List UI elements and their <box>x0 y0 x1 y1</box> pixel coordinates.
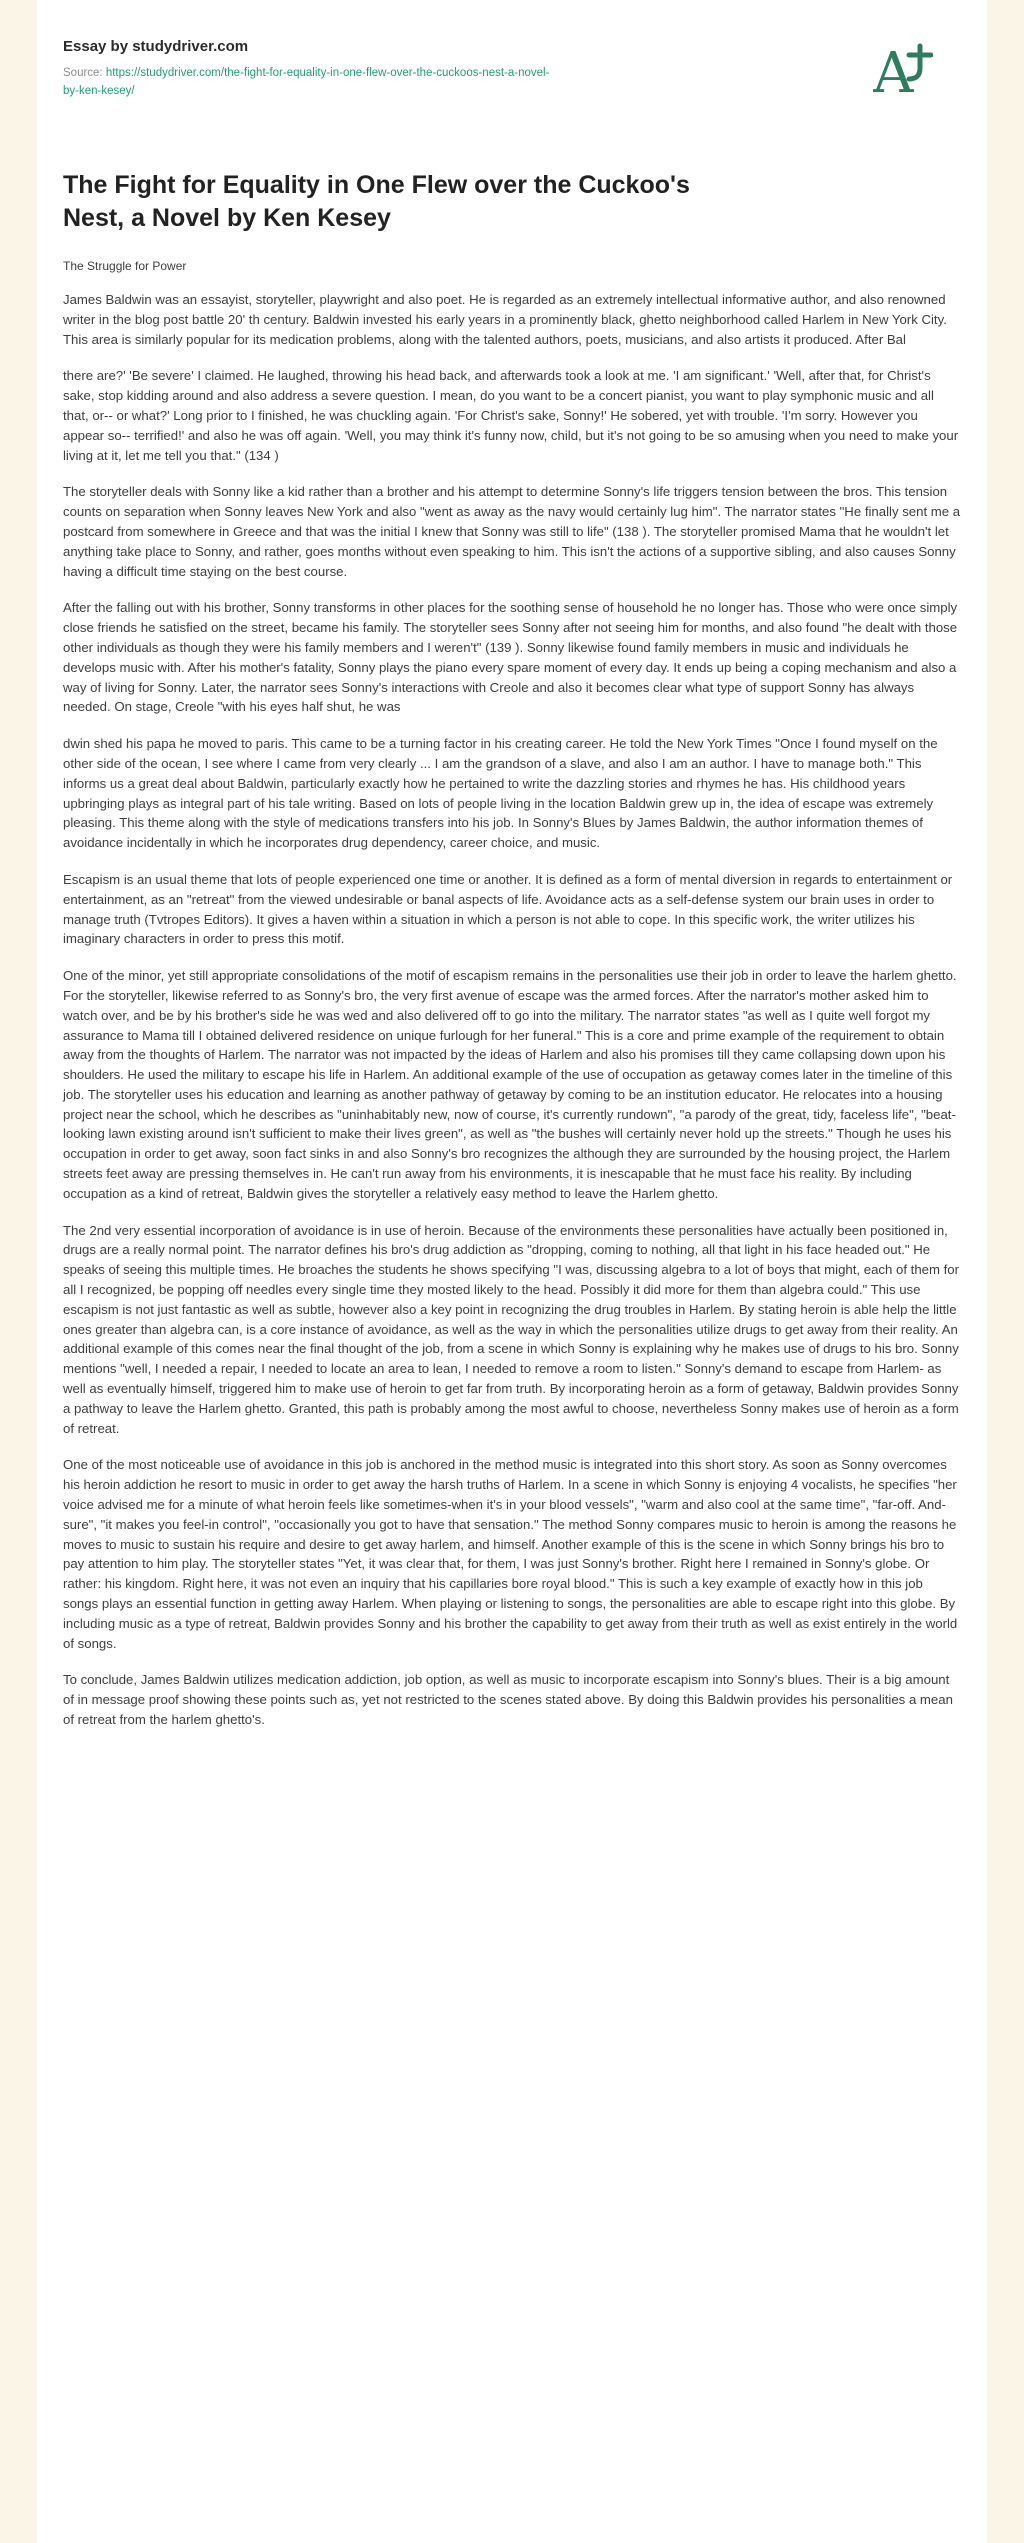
studydriver-a-plus-logo <box>873 40 933 111</box>
essay-paragraph-3: The storyteller deals with Sonny like a kid rather than a brother and his attempt to determine Sonny's life triggers tension between the bros. This tension counts on separation when Sonny leaves New York and also "went as away as the navy would certainly lug him". The narrator states "He finally sent me a postcard from somewhere in Greece and that was the initial I knew that Sonny was still to life" (138 ). The storyteller promised Mama that he wouldn't let anything take place to Sonny, and rather, goes months without even speaking to him. This isn't the actions of a supportive sibling, and also causes Sonny having a difficult time staying on the best course. <box>63 484 961 579</box>
essay-paragraph-10: To conclude, James Baldwin utilizes medication addiction, job option, as well as music to incorporate escapism into Sonny's blues. Their is a big amount of in message proof showing these points such as, yet not restricted to the scenes stated above. By doing this Baldwin provides his personalities a mean of retreat from the harlem ghetto's. <box>63 1672 953 1727</box>
essay-paragraph-6: Escapism is an usual theme that lots of people experienced one time or another. It is defined as a form of mental diversion in regards to entertainment or entertainment, as an "retreat" from the viewed undesirable or banal aspects of life. Avoidance acts as a self-defense system our brain uses in order to manage truth (Tvtropes Editors). It gives a haven within a situation in which a person is not able to cope. In this specific work, the writer utilizes his imaginary characters in order to press this motif. <box>63 871 953 947</box>
essay-paragraph-4: After the falling out with his brother, Sonny transforms in other places for the soothing sense of household he no longer has. Those who were once simply close friends he satisfied on the street, became his family. The storyteller sees Sonny after not seeing him for months, and also found "he dealt with those other individuals as though they were his family members and I weren't" (139 ). Sonny likewise found family members in music and individuals he develops music with. After his mother's fatality, Sonny plays the piano every spare moment of every day. It ends up being a coping mechanism and also a way of living for Sonny. Later, the narrator sees Sonny's interactions with Creole and also it becomes clear what type of support Sonny has always needed. On stage, Creole "with his eyes half shut, he was <box>63 600 958 715</box>
page-header <box>63 38 961 111</box>
essay-card <box>37 0 987 2543</box>
essay-paragraph-5: dwin shed his papa he moved to paris. This came to be a turning factor in his creating career. He told the New York Times "Once I found myself on the other side of the ocean, I see where I came from very clearly ... I am the grandson of a slave, and also I am an author. I have to manage both." This informs us a great deal about Baldwin, particularly exactly how he pertained to write the dazzling stories and rhymes he has. His childhood years upbringing plays as integral part of his tale writing. Based on lots of people living in the location Baldwin grew up in, the idea of escape was extremely pleasing. This theme along with the style of medications transfers into his job. In Sonny's Blues by James Baldwin, the author information themes of avoidance incidentally in which he incorporates drug dependency, career choice, and music. <box>63 736 938 851</box>
essay-paragraph-8: The 2nd very essential incorporation of avoidance is in use of heroin. Because of the environments these personalities have actually been positioned in, drugs are a really normal point. The narrator defines his bro's drug addiction as "dropping, coming to nothing, all that light in his face headed out." He speaks of seeing this multiple times. He broaches the students he shows specifying "I was, discussing algebra to a lot of boys that might, each of them for all I recognized, be popping off needles every single time they mosted likely to the head. Possibly it did more for them than algebra could." This use escapism is not just fantastic as well as subtle, however also a key point in recognizing the drug troubles in Harlem. By stating heroin is able help the little ones greater than algebra can, is a core instance of avoidance, as well as the way in which the personalities utilize drugs to get away from their reality. An additional example of this comes near the final thought of the job, from a scene in which Sonny is explaining why he makes use of drugs to his bro. Sonny mentions "well, I needed a repair, I needed to locate an area to lean, I needed to remove a room to listen." Sonny's demand to escape from Harlem- as well as eventually himself, triggered him to make use of heroin to get far from truth. By incorporating heroin as a form of getaway, Baldwin provides Sonny a pathway to leave the Harlem ghetto. Granted, this path is probably among the most awful to choose, nevertheless Sonny makes use of heroin as a form of retreat. <box>63 1222 960 1436</box>
source-label: Source: <box>63 67 103 79</box>
header-meta <box>63 38 563 101</box>
essay-paragraph-2: there are?' 'Be severe' I claimed. He laughed, throwing his head back, and afterwards took a look at me. 'I am significant.' 'Well, after that, for Christ's sake, stop kidding around and also address a severe question. I mean, do you want to be a concert pianist, you want to play symphonic music and all that, or-- or what?' Long prior to I finished, he was chuckling again. 'For Christ's sake, Sonny!' He sobered, yet with trouble. 'I'm sorry. However you appear so-- terrified!' and also he was off again. 'Well, you may think it's funny now, child, but it's not going to be so amusing when you need to make your living at it, let me tell you that." (134 ) <box>63 368 959 463</box>
essay-paragraph-9: One of the most noticeable use of avoidance in this job is anchored in the method music is integrated into this short story. As soon as Sonny overcomes his heroin addiction he resort to music in order to get away the harsh truths of Harlem. In a scene in which Sonny is enjoying 4 vocalists, he specifies "her voice advised me for a minute of what heroin feels like sometimes-when it's in your blood vessels", "warm and also cool at the same time", "far-off. And- sure", "it makes you feel-in control", "occasionally you got to have that sensation." The method Sonny compares music to heroin is among the reasons he moves to music to sustain his require and desire to get away harlem, and himself. Another example of this is the scene in which Sonny brings his bro to pay attention to him play. The storyteller states "Yet, it was clear that, for them, I was just Sonny's brother. Right here I remained in Sonny's globe. Or rather: his kingdom. Right here, it was not even an inquiry that his capillaries bore royal blood." This is such a key example of exactly how in this job songs plays an essential function in getting away Harlem. When playing or listening to songs, the personalities are able to escape right into this globe. By including music as a type of retreat, Baldwin provides Sonny and his brother the capability to get away from their truth as well as exist entirely in the world of songs. <box>63 1457 958 1651</box>
svg-text:A: A <box>873 41 914 106</box>
source-url-link[interactable]: https://studydriver.com/the-fight-for-equality-in-one-flew-over-the-cuckoos-nest-a-novel-by-ken-kesey/ <box>63 67 550 97</box>
byline: Essay by studydriver.com <box>63 38 249 55</box>
essay-title: The Fight for Equality in One Flew over the Cuckoo's Nest, a Novel by Ken Kesey <box>63 171 690 232</box>
essay-body <box>63 290 961 1730</box>
source-line <box>63 65 563 101</box>
essay-paragraph-7: One of the minor, yet still appropriate consolidations of the motif of escapism remains in the personalities use their job in order to leave the harlem ghetto. For the storyteller, likewise referred to as Sonny's bro, the very first avenue of escape was the armed forces. After the narrator's mother asked him to watch over, and be by his brother's side he was wed and also delivered off to go into the military. The narrator states "as well as I quite well forgot my assurance to Mama till I obtained delivered residence on unique furlough for her funeral." This is a core and prime example of the requirement to obtain away from the thoughts of Harlem. The narrator was not impacted by the ideas of Harlem and also his promises till they came collapsing down upon his shoulders. He used the military to escape his life in Harlem. An additional example of the use of occupation as getaway comes later in the timeline of this job. The storyteller uses his education and learning as another pathway of getaway by coming to be an institution educator. He relocates into a housing project near the school, which he describes as "uninhabitably new, now of course, it's currently rundown", "a parody of the great, tidy, faceless life", "beat- looking lawn existing around isn't sufficient to make their lives green", as well as "the bushes will certainly never hold up the streets." Though he uses his occupation in order to get away, soon fact sinks in and also Sonny's bro recognizes the although they are surrounded by the housing project, the Harlem streets feet away are pressing themselves in. He can't run away from his environments, it is inescapable that he must face his reality. By including occupation as a kind of retreat, Baldwin gives the storyteller a relatively easy method to leave the Harlem ghetto. <box>63 968 957 1201</box>
essay-subtitle: The Struggle for Power <box>63 259 187 273</box>
a-plus-logo-icon <box>873 40 933 106</box>
essay-paragraph-1: James Baldwin was an essayist, storyteller, playwright and also poet. He is regarded as an extremely intellectual informative author, and also renowned writer in the blog post battle 20' th century. Baldwin invested his early years in a prominently black, ghetto neighborhood called Harlem in New York City. This area is similarly popular for its medication problems, along with the talented authors, poets, musicians, and also artists it produced. After Bal <box>63 292 947 347</box>
